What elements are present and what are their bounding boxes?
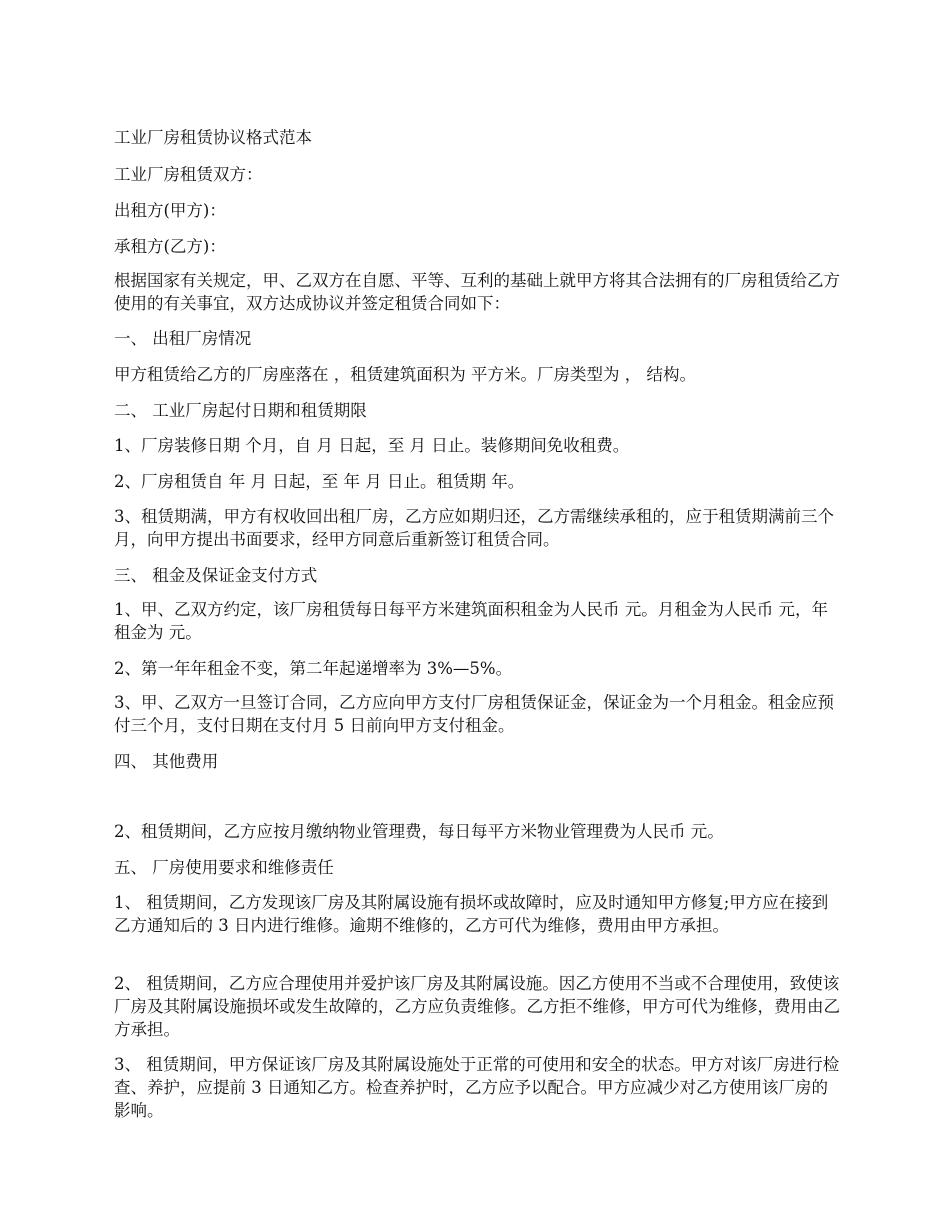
section-heading: 四、 其他费用	[114, 752, 219, 771]
paragraph: 承租方(乙方)：	[114, 237, 226, 256]
section-heading: 一、 出租厂房情况	[114, 329, 252, 348]
paragraph: 3、 租赁期间，甲方保证该厂房及其附属设施处于正常的可使用和安全的状态。甲方对该厂房进行检查、养护，应提前 3 日通知乙方。检查养护时，乙方应予以配合。甲方应减少对乙方使用该厂房的影响。	[114, 1055, 840, 1120]
paragraph: 3、甲、乙双方一旦签订合同，乙方应向甲方支付厂房租赁保证金，保证金为一个月租金。租金应预付三个月，支付日期在支付月 5 日前向甲方支付租金。	[114, 693, 834, 735]
paragraph: 2、租赁期间，乙方应按月缴纳物业管理费，每日每平方米物业管理费为人民币 元。	[114, 822, 724, 841]
paragraph: 1、甲、乙双方约定，该厂房租赁每日每平方米建筑面积租金为人民币 元。月租金为人民币 元，年租金为 元。	[114, 600, 828, 642]
paragraph: 工业厂房租赁双方：	[114, 165, 263, 184]
paragraph: 出租方(甲方)：	[114, 201, 226, 220]
paragraph: 1、 租赁期间，乙方发现该厂房及其附属设施有损坏或故障时，应及时通知甲方修复;甲方应在接到乙方通知后的 3 日内进行维修。逾期不维修的，乙方可代为维修，费用由甲方承担。	[114, 893, 829, 935]
document-title: 工业厂房租赁协议格式范本	[114, 128, 312, 147]
section-heading: 二、 工业厂房起付日期和租赁期限	[114, 401, 367, 420]
paragraph: 3、租赁期满，甲方有权收回出租厂房，乙方应如期归还，乙方需继续承租的，应于租赁期满前三个月，向甲方提出书面要求，经甲方同意后重新签订租赁合同。	[114, 507, 834, 549]
paragraph: 1、厂房装修日期 个月，自 月 日起，至 月 日止。装修期间免收租费。	[114, 436, 630, 455]
paragraph: 2、厂房租赁自 年 月 日起，至 年 月 日止。租赁期 年。	[114, 472, 525, 491]
section-heading: 三、 租金及保证金支付方式	[114, 566, 318, 585]
paragraph: 甲方租赁给乙方的厂房座落在 ，租赁建筑面积为 平方米。厂房类型为 ， 结构。	[114, 365, 696, 384]
paragraph: 2、第一年年租金不变，第二年起递增率为 3%—5%。	[114, 659, 513, 678]
paragraph: 2、 租赁期间，乙方应合理使用并爱护该厂房及其附属设施。因乙方使用不当或不合理使用，致使该厂房及其附属设施损坏或发生故障的，乙方应负责维修。乙方拒不维修，甲方可代为维修，费用由乙方承担。	[114, 974, 840, 1039]
paragraph: 根据国家有关规定，甲、乙双方在自愿、平等、互利的基础上就甲方将其合法拥有的厂房租赁给乙方使用的有关事宜，双方达成协议并签定租赁合同如下：	[114, 271, 840, 313]
section-heading: 五、 厂房使用要求和维修责任	[114, 858, 334, 877]
